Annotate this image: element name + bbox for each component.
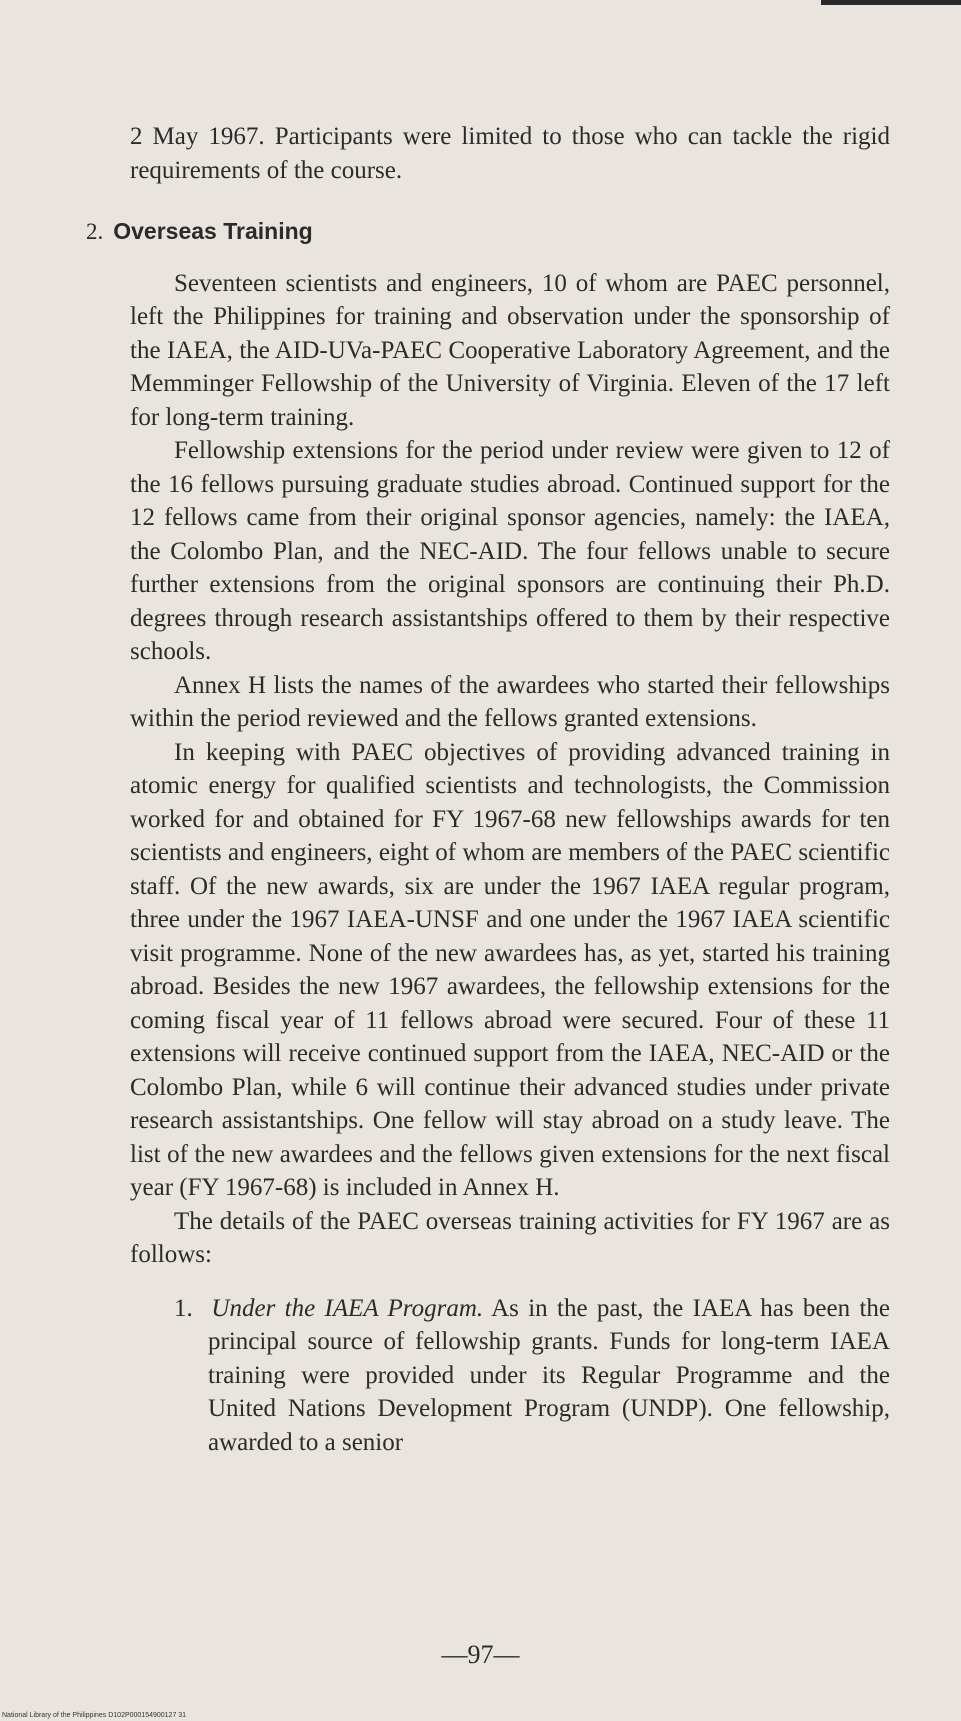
page-number: —97— — [441, 1640, 520, 1669]
list-item-iaea-program — [130, 1292, 890, 1460]
top-edge-rule — [821, 0, 961, 5]
paragraph-seventeen-scientists: Seventeen scientists and engineers, 10 of whom are PAEC personnel, left the Philippines for training and observation under the sponsorship of the IAEA, the AID-UVa-PAEC Cooperative Laboratory Agreement, and the Memminger Fellowship of the University of Virginia. Eleven of the 17 left for long-term training. — [130, 269, 890, 431]
section-heading — [86, 215, 890, 249]
paragraph-fellowship-extensions: Fellowship extensions for the period under review were given to 12 of the 16 fellows pursuing graduate studies abroad. Continued support for the 12 fellows came from their original sponsor agencies, namely: the IAEA, the Colombo Plan, and the NEC-AID. The four fellows unable to secure further extensions from the original sponsors are continuing their Ph.D. degrees through research assistantships offered to them by their respective schools. — [130, 437, 890, 665]
section-title: Overseas Training — [113, 218, 313, 244]
list-item-title: Under the IAEA Program. — [211, 1294, 484, 1322]
paragraph-paec-objectives: In keeping with PAEC objectives of providing advanced training in atomic energy for qualified scientists and technologists, the Commission worked for and obtained for FY 1967-68 new fellowships awards for ten scientists and engineers, eight of whom are members of the PAEC scientific staff. Of the new awards, six are under the 1967 IAEA regular program, three under the 1967 IAEA-UNSF and one under the 1967 IAEA scientific visit programme. None of the new awardees has, as yet, started his training abroad. Besides the new 1967 awardees, the fellowship extensions for the coming fiscal year of 11 fellows abroad were secured. Four of these 11 extensions will receive continued support from the IAEA, NEC-AID or the Colombo Plan, while 6 will continue their advanced studies under private research assistantships. One fellow will stay abroad on a study leave. The list of the new awardees and the fellows given extensions for the next fiscal year (FY 1967-68) is included in Annex H. — [130, 738, 890, 1201]
footer-scan-note: National Library of the Philippines D102P000154900127 31 — [2, 1712, 187, 1719]
list-item-number: 1. — [174, 1294, 193, 1322]
section-number: 2. — [86, 219, 104, 244]
paragraph-annex-h: Annex H lists the names of the awardees who started their fellowships within the period reviewed and the fellows granted extensions. — [130, 671, 890, 732]
paragraph-course-end: 2 May 1967. Participants were limited to those who can tackle the rigid requirements of the course. — [130, 123, 890, 184]
document-page — [86, 120, 891, 1459]
list-item-text: As in the past, the IAEA has been the principal source of fellowship grants. Funds for long-term IAEA training were provided under its Regular Programme and the United Nations Development Program (UNDP). One fellowship, awarded to a senior — [208, 1294, 891, 1456]
paragraph-training-details: The details of the PAEC overseas training activities for FY 1967 are as follows: — [130, 1207, 890, 1268]
